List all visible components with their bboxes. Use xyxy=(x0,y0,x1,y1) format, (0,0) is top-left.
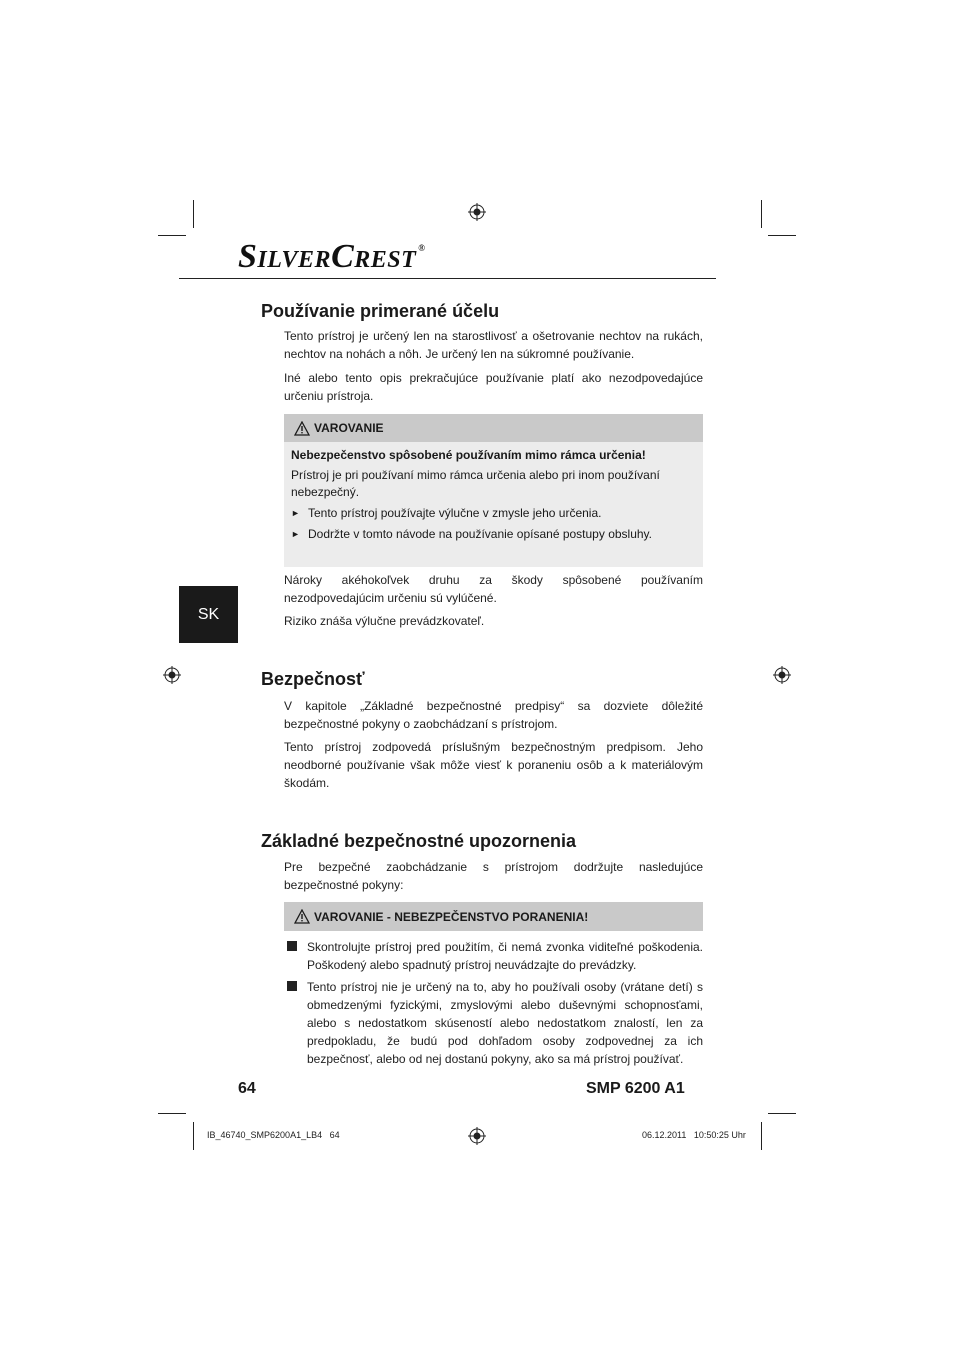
paragraph: Tento prístroj zodpovedá príslušným bezpečnostným predpisom. Jeho neodborné používanie však môže viesť k poraneniu osôb a k materiálovým škodám. xyxy=(284,740,703,790)
section-heading-basic-safety: Základné bezpečnostné upozornenia xyxy=(261,831,577,851)
crop-mark xyxy=(768,235,796,236)
crop-mark xyxy=(158,1113,186,1114)
registration-mark-icon xyxy=(468,203,486,221)
square-bullet-icon xyxy=(287,981,297,991)
warning-triangle-icon xyxy=(294,909,310,924)
section-heading-safety: Bezpečnosť xyxy=(261,669,365,689)
crop-mark xyxy=(761,1122,762,1150)
square-bullet-icon xyxy=(287,941,297,951)
crop-mark xyxy=(768,1113,796,1114)
paragraph: Pre bezpečné zaobchádzanie s prístrojom dodržujte nasledujúce bezpečnostné pokyny: xyxy=(284,860,703,892)
list-item: ► Dodržte v tomto návode na používanie opísané postupy obsluhy. xyxy=(291,527,652,541)
language-tab: SK xyxy=(179,586,238,643)
warning-header xyxy=(284,902,703,931)
crop-mark xyxy=(761,200,762,228)
warning-text: Prístroj je pri používaní mimo rámca určenia alebo pri inom používaní nebezpečný. xyxy=(291,468,660,499)
warning-label: VAROVANIE xyxy=(314,421,384,435)
crop-mark xyxy=(158,235,186,236)
warning-box xyxy=(284,414,703,567)
arrow-bullet-icon: ► xyxy=(291,529,300,539)
section-heading-intended-use: Používanie primerané účelu xyxy=(261,301,500,321)
registration-mark-icon xyxy=(773,666,791,684)
print-slug-file: IB_46740_SMP6200A1_LB4 64 xyxy=(207,1130,340,1140)
registration-mark-icon xyxy=(468,1127,486,1145)
paragraph: Iné alebo tento opis prekračujúce používanie platí ako nezodpovedajúce určeniu prístroja. xyxy=(284,371,703,403)
model-number: SMP 6200 A1 xyxy=(586,1080,685,1097)
warning-label: VAROVANIE - NEBEZPEČENSTVO PORANENIA! xyxy=(314,909,589,924)
registration-mark-icon xyxy=(163,666,181,684)
list-item: Tento prístroj nie je určený na to, aby ho používali osoby (vrátane detí) s obmedzenými fyzickými, zmyslovými alebo duševnými schopnosťami, alebo s nedostatkom skúseností alebo nedostatkom znalostí, len za predpokladu, že budú pod dohľadom osoby zodpovednej za ich bezpečnosť, alebo od nej dostanú pokyny, ako sa má prístroj používať. xyxy=(287,978,703,1068)
paragraph: Tento prístroj je určený len na starostlivosť a ošetrovanie nechtov na rukách, nechtov na nohách a nôh. Je určený len na súkromné používanie. xyxy=(284,329,703,361)
brand-logo: SILVERCREST ® xyxy=(238,238,426,275)
warning-title: Nebezpečenstvo spôsobené používaním mimo rámca určenia! xyxy=(291,448,646,462)
header-divider xyxy=(179,278,716,279)
paragraph: Riziko znáša výlučne prevádzkovateľ. xyxy=(284,614,485,628)
print-slug-date: 06.12.2011 10:50:25 Uhr xyxy=(642,1130,746,1140)
warning-header xyxy=(284,414,703,442)
paragraph: V kapitole „Základné bezpečnostné predpisy“ sa dozviete dôležité bezpečnostné pokyny o zaobchádzaní s prístrojom. xyxy=(284,699,703,731)
crop-mark xyxy=(193,1122,194,1150)
crop-mark xyxy=(193,200,194,228)
paragraph: Nároky akéhokoľvek druhu za škody spôsobené používaním nezodpovedajúcim určeniu sú vylúčené. xyxy=(284,573,703,605)
list-item: ► Tento prístroj používajte výlučne v zmysle jeho určenia. xyxy=(291,506,602,520)
warning-triangle-icon xyxy=(294,421,310,436)
page-number: 64 xyxy=(238,1080,256,1097)
arrow-bullet-icon: ► xyxy=(291,508,300,518)
list-item: Skontrolujte prístroj pred použitím, či nemá zvonka viditeľné poškodenia. Poškodený alebo spadnutý prístroj neuvádzajte do prevádzky. xyxy=(287,938,703,974)
